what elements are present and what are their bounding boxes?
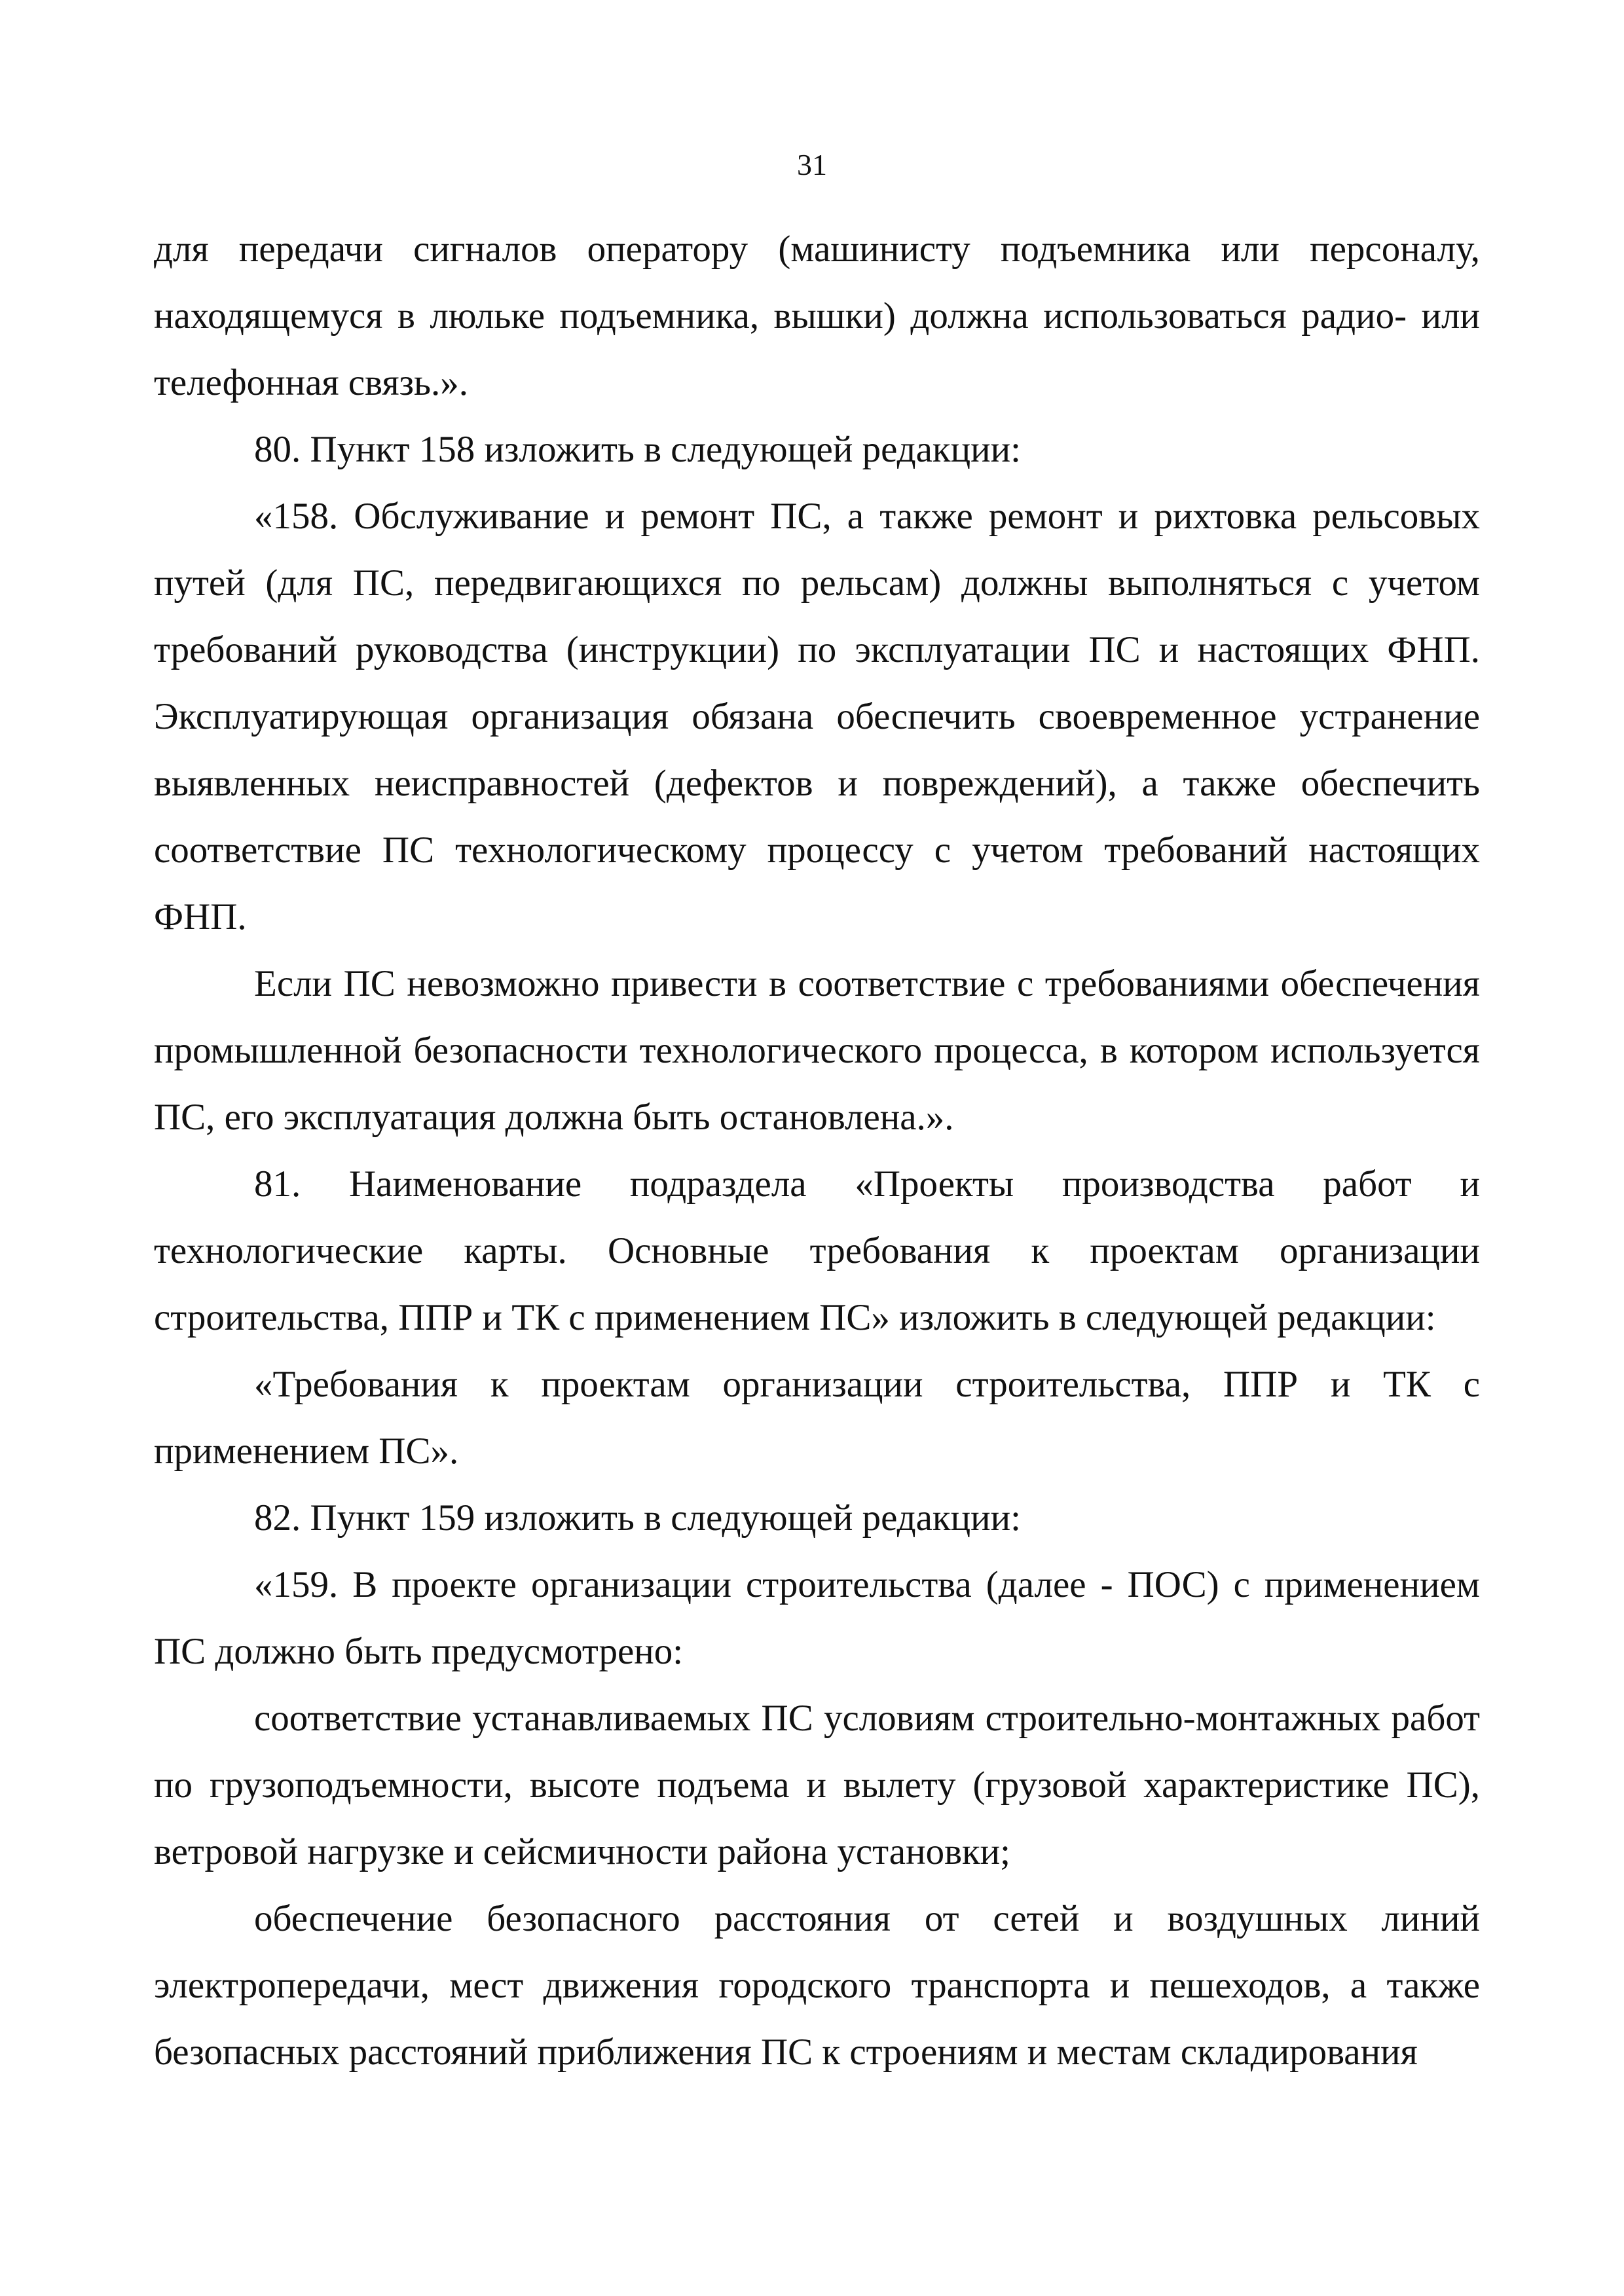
paragraph-158-text: «158. Обслуживание и ремонт ПС, а также ремонт и рихтовка рельсовых путей (для ПС, передвигающихся по рельсам) должны выполняться с учетом требований руководства (инструкции) по эксплуатации ПС и настоящих ФНП. Эксплуатирующая организация обязана обеспечить своевременное устранение выявленных неисправностей (дефектов и повреждений), а также обеспечить соответствие ПС технологическому процессу с учетом требований настоящих ФНП. <box>154 496 1480 938</box>
page-number: 31 <box>797 148 827 181</box>
paragraph-158-exception: Если ПС невозможно привести в соответствие с требованиями обеспечения промышленной безопасности технологического процесса, в котором используется ПС, его эксплуатация должна быть остановлена.». <box>154 963 1480 1138</box>
paragraph-subsection-title: «Требования к проектам организации строительства, ППР и ТК с применением ПС». <box>154 1364 1480 1472</box>
paragraph-item-81: 81. Наименование подраздела «Проекты производства работ и технологические карты. Основные требования к проектам организации строительства, ППР и ТК с применением ПС» изложить в следующей редакции: <box>154 1163 1480 1338</box>
document-body <box>154 216 1480 2086</box>
paragraph-159-intro: «159. В проекте организации строительства (далее - ПОС) с применением ПС должно быть предусмотрено: <box>154 1564 1480 1672</box>
paragraph-159-condition-2: обеспечение безопасного расстояния от сетей и воздушных линий электропередачи, мест движения городского транспорта и пешеходов, а также безопасных расстояний приближения ПС к строениям и местам складирования <box>154 1898 1480 2073</box>
paragraph-item-80: 80. Пункт 158 изложить в следующей редакции: <box>254 429 1021 470</box>
paragraph-continuation: для передачи сигналов оператору (машинисту подъемника или персоналу, находящемуся в люльке подъемника, вышки) должна использоваться радио- или телефонная связь.». <box>154 228 1480 403</box>
paragraph-item-82: 82. Пункт 159 изложить в следующей редакции: <box>254 1497 1021 1539</box>
paragraph-159-condition-1: соответствие устанавливаемых ПС условиям строительно-монтажных работ по грузоподъемности, высоте подъема и вылету (грузовой характеристике ПС), ветровой нагрузке и сейсмичности района установки; <box>154 1698 1480 1872</box>
